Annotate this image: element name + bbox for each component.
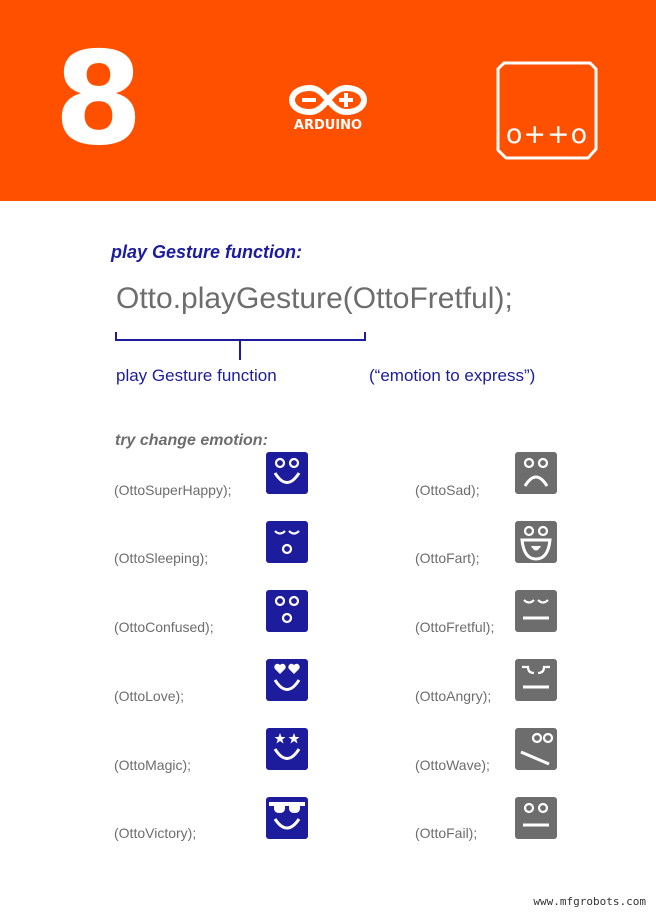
- otto-logo: [496, 61, 598, 160]
- magic-face-icon: [266, 728, 308, 770]
- emotion-name: (OttoSleeping);: [114, 550, 209, 566]
- confused-face-icon: [266, 590, 308, 632]
- arduino-infinity-icon: [288, 82, 368, 118]
- header-banner: [0, 0, 656, 201]
- emotion-name: (OttoVictory);: [114, 825, 197, 841]
- victory-face-icon: [266, 797, 308, 839]
- emotion-name: (OttoWave);: [415, 757, 490, 773]
- bracket-icon: [115, 332, 367, 362]
- emotion-name: (OttoMagic);: [114, 757, 192, 773]
- fart-face-icon: [515, 521, 557, 563]
- fretful-face-icon: [515, 590, 557, 632]
- emotion-name: (OttoSad);: [415, 482, 480, 498]
- footer-url: www.mfgrobots.com: [533, 895, 646, 908]
- arduino-logo: [288, 82, 368, 138]
- emotion-name: (OttoConfused);: [114, 619, 214, 635]
- code-line: Otto.playGesture(OttoFretful);: [116, 282, 513, 315]
- fail-face-icon: [515, 797, 557, 839]
- try-title: try change emotion:: [115, 432, 268, 449]
- super-happy-face-icon: [266, 452, 308, 494]
- emotion-name: (OttoAngry);: [415, 688, 492, 704]
- angry-face-icon: [515, 659, 557, 701]
- sleeping-face-icon: [266, 521, 308, 563]
- label-function: play Gesture function: [116, 366, 277, 385]
- love-face-icon: [266, 659, 308, 701]
- wave-face-icon: [515, 728, 557, 770]
- emotion-name: (OttoFart);: [415, 550, 480, 566]
- label-emotion: (“emotion to express”): [369, 366, 536, 385]
- emotion-name: (OttoSuperHappy);: [114, 482, 232, 498]
- emotion-name: (OttoFretful);: [415, 619, 495, 635]
- sad-face-icon: [515, 452, 557, 494]
- otto-label: o++o: [505, 119, 589, 150]
- section-title: play Gesture function:: [111, 242, 303, 262]
- step-number: 8: [54, 25, 144, 174]
- arduino-label: ARDUINO: [293, 118, 363, 133]
- emotion-name: (OttoLove);: [114, 688, 185, 704]
- emotion-name: (OttoFail);: [415, 825, 478, 841]
